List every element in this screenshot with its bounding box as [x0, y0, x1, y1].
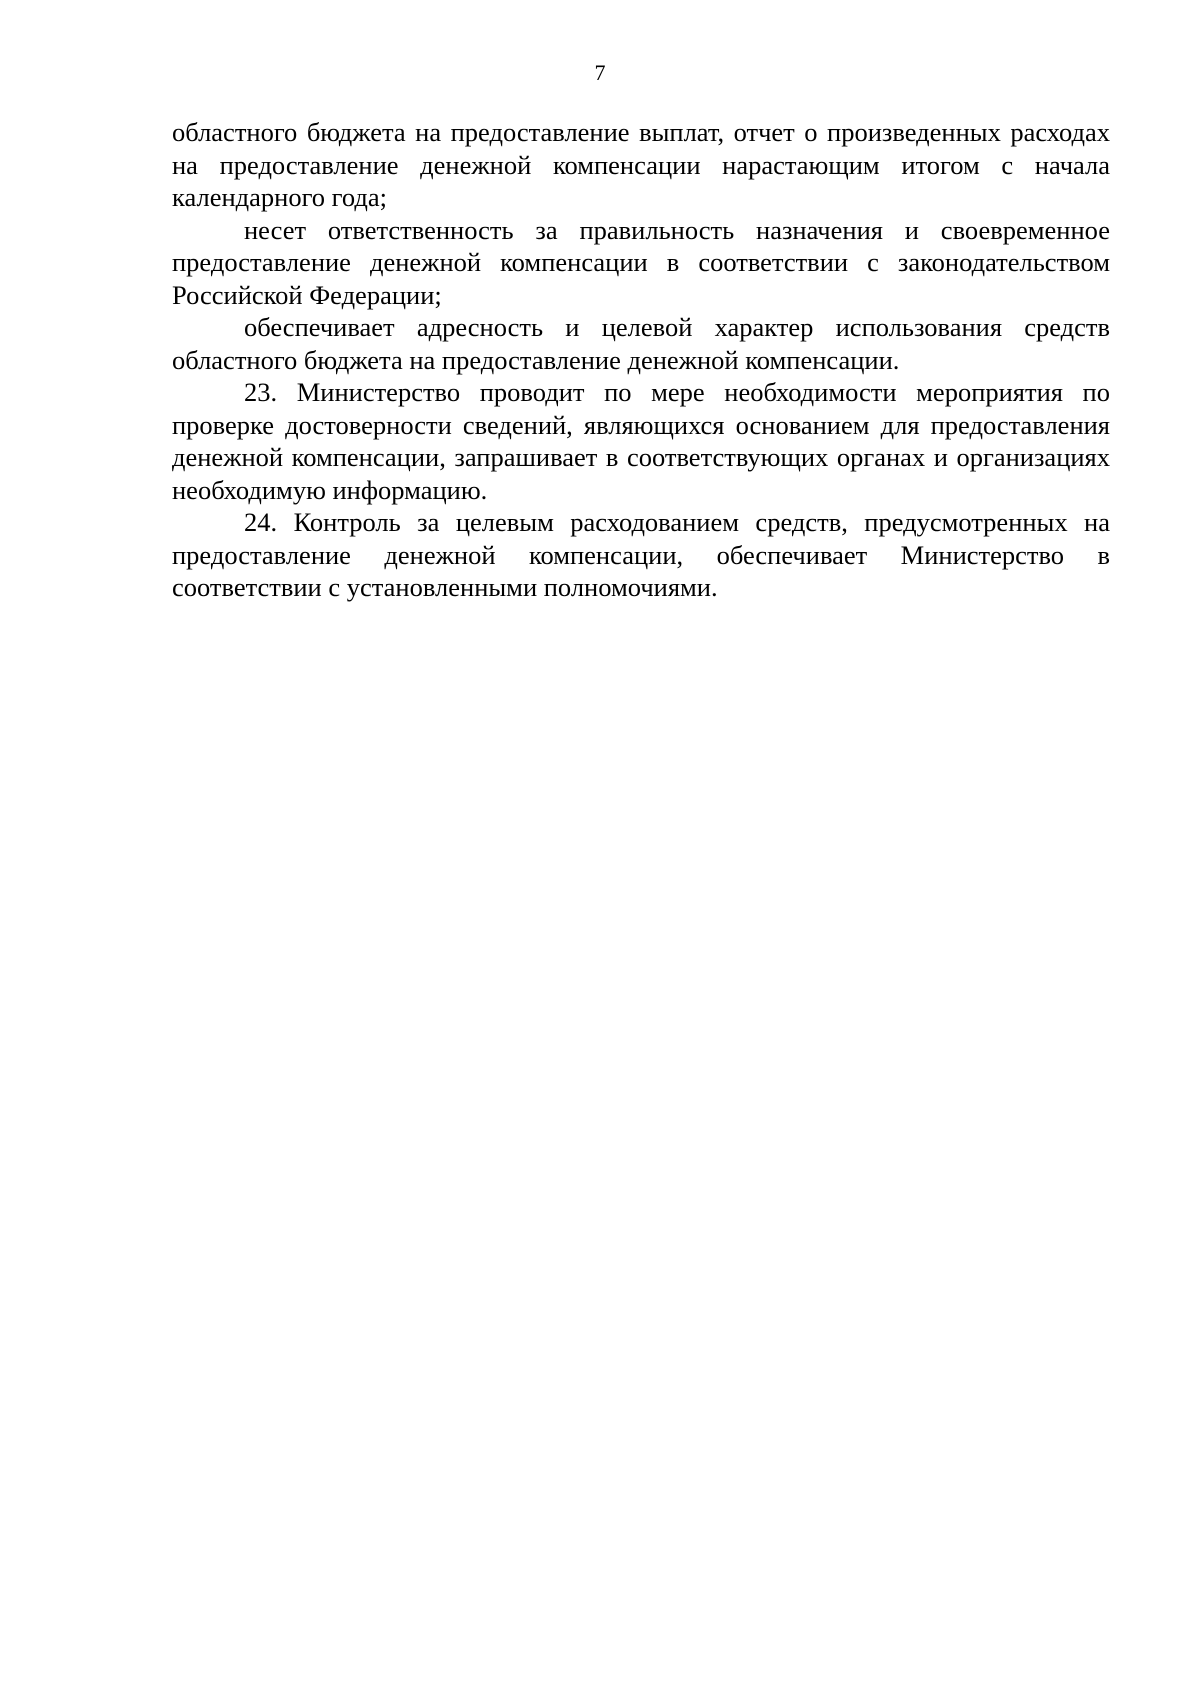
- paragraph-budget-report: областного бюджета на предоставление выплат, отчет о произведенных расходах на предоставление денежной компенсации нарастающим итогом с начала календарного года;: [172, 117, 1110, 212]
- paragraph-targeted-use: обеспечивает адресность и целевой характер использования средств областного бюджета на предоставление денежной компенсации.: [172, 312, 1110, 375]
- page-number: 7: [594, 60, 606, 85]
- paragraph-item-24: 24. Контроль за целевым расходованием средств, предусмотренных на предоставление денежной компенсации, обеспечивает Министерство в соответствии с установленными полномочиями.: [172, 507, 1110, 602]
- document-body: [172, 116, 1110, 604]
- paragraph-responsibility: несет ответственность за правильность назначения и своевременное предоставление денежной компенсации в соответствии с законодательством Российской Федерации;: [172, 214, 1110, 310]
- paragraph-item-23: 23. Министерство проводит по мере необходимости мероприятия по проверке достоверности сведений, являющихся основанием для предоставления денежной компенсации, запрашивает в соответствующих органах и организациях необходимую информацию.: [172, 377, 1110, 505]
